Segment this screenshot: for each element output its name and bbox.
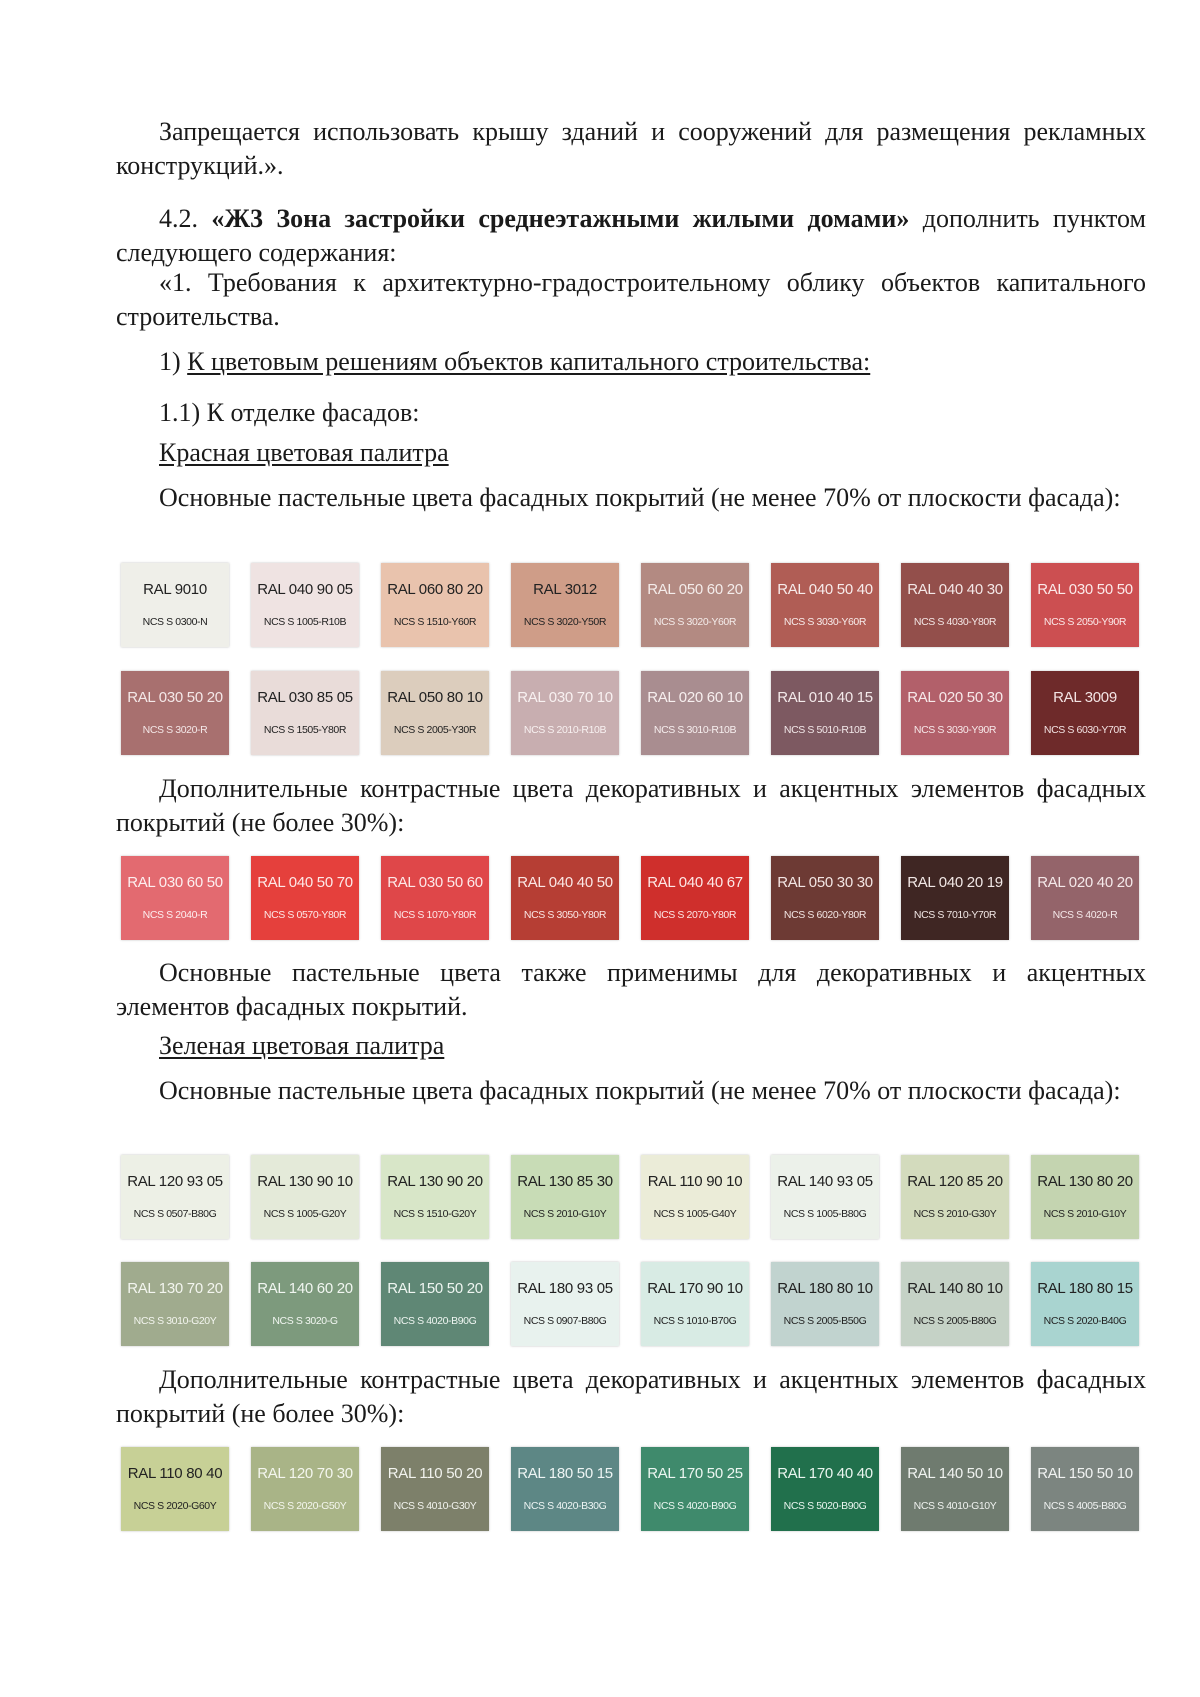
swatch-ral-code: RAL 170 90 10 <box>647 1280 743 1297</box>
color-swatch <box>901 1447 1009 1531</box>
color-swatch <box>901 1262 1009 1346</box>
swatch-ncs-code: NCS S 1005-G40Y <box>653 1208 737 1220</box>
swatch-ral-code: RAL 020 50 30 <box>907 689 1003 706</box>
swatch-ncs-code: NCS S 0507-B80G <box>133 1208 217 1220</box>
color-swatch <box>771 1262 879 1346</box>
swatch-ral-code: RAL 9010 <box>143 581 207 598</box>
color-swatch <box>381 671 489 755</box>
swatch-ncs-code: NCS S 4020-B90G <box>393 1315 477 1327</box>
swatch-ncs-code: NCS S 5010-R10B <box>783 724 867 736</box>
swatch-ncs-code: NCS S 1010-B70G <box>653 1315 737 1327</box>
swatch-ncs-code: NCS S 4005-B80G <box>1043 1500 1127 1512</box>
color-swatch <box>251 1447 359 1531</box>
swatch-ncs-code: NCS S 2020-B40G <box>1043 1315 1127 1327</box>
color-swatch <box>381 856 489 940</box>
color-swatch <box>641 1447 749 1531</box>
color-swatch <box>771 1447 879 1531</box>
swatch-ncs-code: NCS S 1005-R10B <box>263 616 347 628</box>
swatch-ral-code: RAL 120 70 30 <box>257 1465 353 1482</box>
color-swatch <box>1031 856 1139 940</box>
color-swatch <box>251 1155 359 1239</box>
swatch-ral-code: RAL 040 40 30 <box>907 581 1003 598</box>
swatch-ncs-code: NCS S 2020-G50Y <box>263 1500 347 1512</box>
color-swatch <box>511 1447 619 1531</box>
color-swatch <box>641 671 749 755</box>
heading-facade-finish: 1.1) К отделке фасадов: <box>159 398 420 427</box>
swatch-ral-code: RAL 180 80 10 <box>777 1280 873 1297</box>
color-swatch <box>511 563 619 647</box>
color-swatch <box>121 671 229 755</box>
swatch-ral-code: RAL 010 40 15 <box>777 689 873 706</box>
swatch-ral-code: RAL 130 90 10 <box>257 1173 353 1190</box>
swatch-ral-code: RAL 040 40 67 <box>647 874 743 891</box>
swatch-ral-code: RAL 170 50 25 <box>647 1465 743 1482</box>
red-main-grid-row1 <box>121 563 1141 647</box>
color-swatch <box>641 1155 749 1239</box>
swatch-ral-code: RAL 130 85 30 <box>517 1173 613 1190</box>
red-extra-caption: Дополнительные контрастные цвета декоративных и акцентных элементов фасадных покрытий (не более 30%): <box>116 774 1146 837</box>
red-note: Основные пастельные цвета также применимы для декоративных и акцентных элементов фасадных покрытий. <box>116 958 1146 1021</box>
swatch-ncs-code: NCS S 3030-Y60R <box>783 616 867 628</box>
swatch-ral-code: RAL 110 80 40 <box>127 1465 223 1482</box>
swatch-ncs-code: NCS S 3020-Y60R <box>653 616 737 628</box>
swatch-ral-code: RAL 3009 <box>1053 689 1117 706</box>
color-swatch <box>1031 1262 1139 1346</box>
swatch-ral-code: RAL 170 40 40 <box>777 1465 873 1482</box>
swatch-ncs-code: NCS S 2020-G60Y <box>133 1500 217 1512</box>
color-swatch <box>511 1155 619 1239</box>
color-swatch <box>381 1155 489 1239</box>
color-swatch <box>1031 563 1139 647</box>
swatch-ncs-code: NCS S 7010-Y70R <box>913 909 997 921</box>
swatch-ncs-code: NCS S 6020-Y80R <box>783 909 867 921</box>
swatch-ncs-code: NCS S 2010-G10Y <box>523 1208 607 1220</box>
swatch-ral-code: RAL 140 50 10 <box>907 1465 1003 1482</box>
color-swatch <box>901 671 1009 755</box>
swatch-ncs-code: NCS S 2050-Y90R <box>1043 616 1127 628</box>
green-extra-grid <box>121 1447 1141 1531</box>
swatch-ncs-code: NCS S 2005-B80G <box>913 1315 997 1327</box>
color-swatch <box>381 563 489 647</box>
swatch-ral-code: RAL 050 30 30 <box>777 874 873 891</box>
color-swatch <box>121 1155 229 1239</box>
swatch-ral-code: RAL 050 80 10 <box>387 689 483 706</box>
color-swatch <box>251 563 359 647</box>
color-swatch <box>901 1155 1009 1239</box>
swatch-ncs-code: NCS S 4030-Y80R <box>913 616 997 628</box>
swatch-ncs-code: NCS S 4010-G30Y <box>393 1500 477 1512</box>
swatch-ncs-code: NCS S 4020-B30G <box>523 1500 607 1512</box>
green-main-caption: Основные пастельные цвета фасадных покрытий (не менее 70% от плоскости фасада): <box>159 1076 1121 1105</box>
swatch-ncs-code: NCS S 2010-R10B <box>523 724 607 736</box>
color-swatch <box>1031 1447 1139 1531</box>
color-swatch <box>381 1262 489 1346</box>
swatch-ncs-code: NCS S 4010-G10Y <box>913 1500 997 1512</box>
swatch-ncs-code: NCS S 3020-R <box>142 724 208 736</box>
color-swatch <box>641 1262 749 1346</box>
swatch-ral-code: RAL 140 93 05 <box>777 1173 873 1190</box>
color-swatch <box>251 856 359 940</box>
swatch-ral-code: RAL 180 80 15 <box>1037 1280 1133 1297</box>
swatch-ral-code: RAL 060 80 20 <box>387 581 483 598</box>
swatch-ral-code: RAL 020 40 20 <box>1037 874 1133 891</box>
swatch-ral-code: RAL 120 85 20 <box>907 1173 1003 1190</box>
swatch-ncs-code: NCS S 3030-Y90R <box>913 724 997 736</box>
color-swatch <box>121 1447 229 1531</box>
green-palette-title: Зеленая цветовая палитра <box>159 1031 445 1060</box>
swatch-ral-code: RAL 120 93 05 <box>127 1173 223 1190</box>
zone-j3-title: «Ж3 Зона застройки среднеэтажными жилыми домами» <box>211 204 910 233</box>
swatch-ncs-code: NCS S 4020-R <box>1052 909 1118 921</box>
swatch-ral-code: RAL 130 80 20 <box>1037 1173 1133 1190</box>
swatch-ral-code: RAL 040 40 50 <box>517 874 613 891</box>
swatch-ral-code: RAL 040 50 40 <box>777 581 873 598</box>
swatch-ncs-code: NCS S 2005-B50G <box>783 1315 867 1327</box>
paragraph-requirements: «1. Требования к архитектурно-градостроительному облику объектов капитального строительства. <box>116 268 1146 331</box>
red-palette-title: Красная цветовая палитра <box>159 438 449 467</box>
swatch-ncs-code: NCS S 1070-Y80R <box>393 909 477 921</box>
swatch-ncs-code: NCS S 5020-B90G <box>783 1500 867 1512</box>
swatch-ncs-code: NCS S 3010-R10B <box>653 724 737 736</box>
swatch-ncs-code: NCS S 1505-Y80R <box>263 724 347 736</box>
color-swatch <box>901 856 1009 940</box>
swatch-ral-code: RAL 150 50 10 <box>1037 1465 1133 1482</box>
swatch-ral-code: RAL 020 60 10 <box>647 689 743 706</box>
swatch-ral-code: RAL 110 50 20 <box>387 1465 483 1482</box>
swatch-ral-code: RAL 030 50 20 <box>127 689 223 706</box>
paragraph-zone-j3: 4.2. «Ж3 Зона застройки среднеэтажными жилыми домами» дополнить пунктом следующего содержания: <box>116 204 1146 267</box>
color-swatch <box>511 671 619 755</box>
color-swatch <box>121 563 229 647</box>
swatch-ncs-code: NCS S 3020-G <box>272 1315 338 1327</box>
swatch-ral-code: RAL 150 50 20 <box>387 1280 483 1297</box>
red-extra-grid <box>121 856 1141 940</box>
swatch-ral-code: RAL 030 85 05 <box>257 689 353 706</box>
swatch-ral-code: RAL 030 50 50 <box>1037 581 1133 598</box>
swatch-ncs-code: NCS S 2070-Y80R <box>653 909 737 921</box>
swatch-ncs-code: NCS S 3050-Y80R <box>523 909 607 921</box>
green-main-grid-row2 <box>121 1262 1141 1346</box>
swatch-ncs-code: NCS S 1510-G20Y <box>393 1208 477 1220</box>
swatch-ral-code: RAL 030 50 60 <box>387 874 483 891</box>
color-swatch <box>381 1447 489 1531</box>
color-swatch <box>771 671 879 755</box>
swatch-ral-code: RAL 050 60 20 <box>647 581 743 598</box>
swatch-ncs-code: NCS S 3010-G20Y <box>133 1315 217 1327</box>
color-swatch <box>1031 1155 1139 1239</box>
color-swatch <box>641 856 749 940</box>
paragraph-roof-ban: Запрещается использовать крышу зданий и сооружений для размещения рекламных конструкций.». <box>116 117 1146 180</box>
swatch-ral-code: RAL 130 70 20 <box>127 1280 223 1297</box>
color-swatch <box>121 856 229 940</box>
swatch-ncs-code: NCS S 2040-R <box>142 909 208 921</box>
swatch-ral-code: RAL 110 90 10 <box>647 1173 743 1190</box>
swatch-ncs-code: NCS S 2005-Y30R <box>393 724 477 736</box>
swatch-ncs-code: NCS S 4020-B90G <box>653 1500 737 1512</box>
swatch-ncs-code: NCS S 2010-G10Y <box>1043 1208 1127 1220</box>
red-main-grid-row2 <box>121 671 1141 755</box>
swatch-ncs-code: NCS S 0907-B80G <box>523 1315 607 1327</box>
swatch-ncs-code: NCS S 6030-Y70R <box>1043 724 1127 736</box>
swatch-ral-code: RAL 040 90 05 <box>257 581 353 598</box>
green-main-grid-row1 <box>121 1155 1141 1239</box>
color-swatch <box>1031 671 1139 755</box>
swatch-ncs-code: NCS S 1510-Y60R <box>393 616 477 628</box>
color-swatch <box>771 563 879 647</box>
swatch-ral-code: RAL 040 50 70 <box>257 874 353 891</box>
color-swatch <box>511 856 619 940</box>
swatch-ncs-code: NCS S 0570-Y80R <box>263 909 347 921</box>
swatch-ncs-code: NCS S 0300-N <box>142 616 208 628</box>
color-swatch <box>771 856 879 940</box>
red-main-caption: Основные пастельные цвета фасадных покрытий (не менее 70% от плоскости фасада): <box>159 483 1121 512</box>
color-swatch <box>511 1262 619 1346</box>
swatch-ral-code: RAL 3012 <box>533 581 597 598</box>
green-extra-caption: Дополнительные контрастные цвета декоративных и акцентных элементов фасадных покрытий (не более 30%): <box>116 1365 1146 1428</box>
color-swatch <box>771 1155 879 1239</box>
color-swatch <box>251 671 359 755</box>
swatch-ral-code: RAL 040 20 19 <box>907 874 1003 891</box>
swatch-ral-code: RAL 030 60 50 <box>127 874 223 891</box>
color-swatch <box>251 1262 359 1346</box>
heading-color-solutions: 1) К цветовым решениям объектов капитального строительства: <box>159 347 871 376</box>
swatch-ral-code: RAL 180 93 05 <box>517 1280 613 1297</box>
swatch-ral-code: RAL 130 90 20 <box>387 1173 483 1190</box>
swatch-ral-code: RAL 030 70 10 <box>517 689 613 706</box>
swatch-ncs-code: NCS S 3020-Y50R <box>523 616 607 628</box>
swatch-ncs-code: NCS S 1005-B80G <box>783 1208 867 1220</box>
swatch-ral-code: RAL 140 60 20 <box>257 1280 353 1297</box>
color-swatch <box>901 563 1009 647</box>
color-swatch <box>641 563 749 647</box>
swatch-ncs-code: NCS S 1005-G20Y <box>263 1208 347 1220</box>
swatch-ncs-code: NCS S 2010-G30Y <box>913 1208 997 1220</box>
swatch-ral-code: RAL 180 50 15 <box>517 1465 613 1482</box>
color-swatch <box>121 1262 229 1346</box>
swatch-ral-code: RAL 140 80 10 <box>907 1280 1003 1297</box>
